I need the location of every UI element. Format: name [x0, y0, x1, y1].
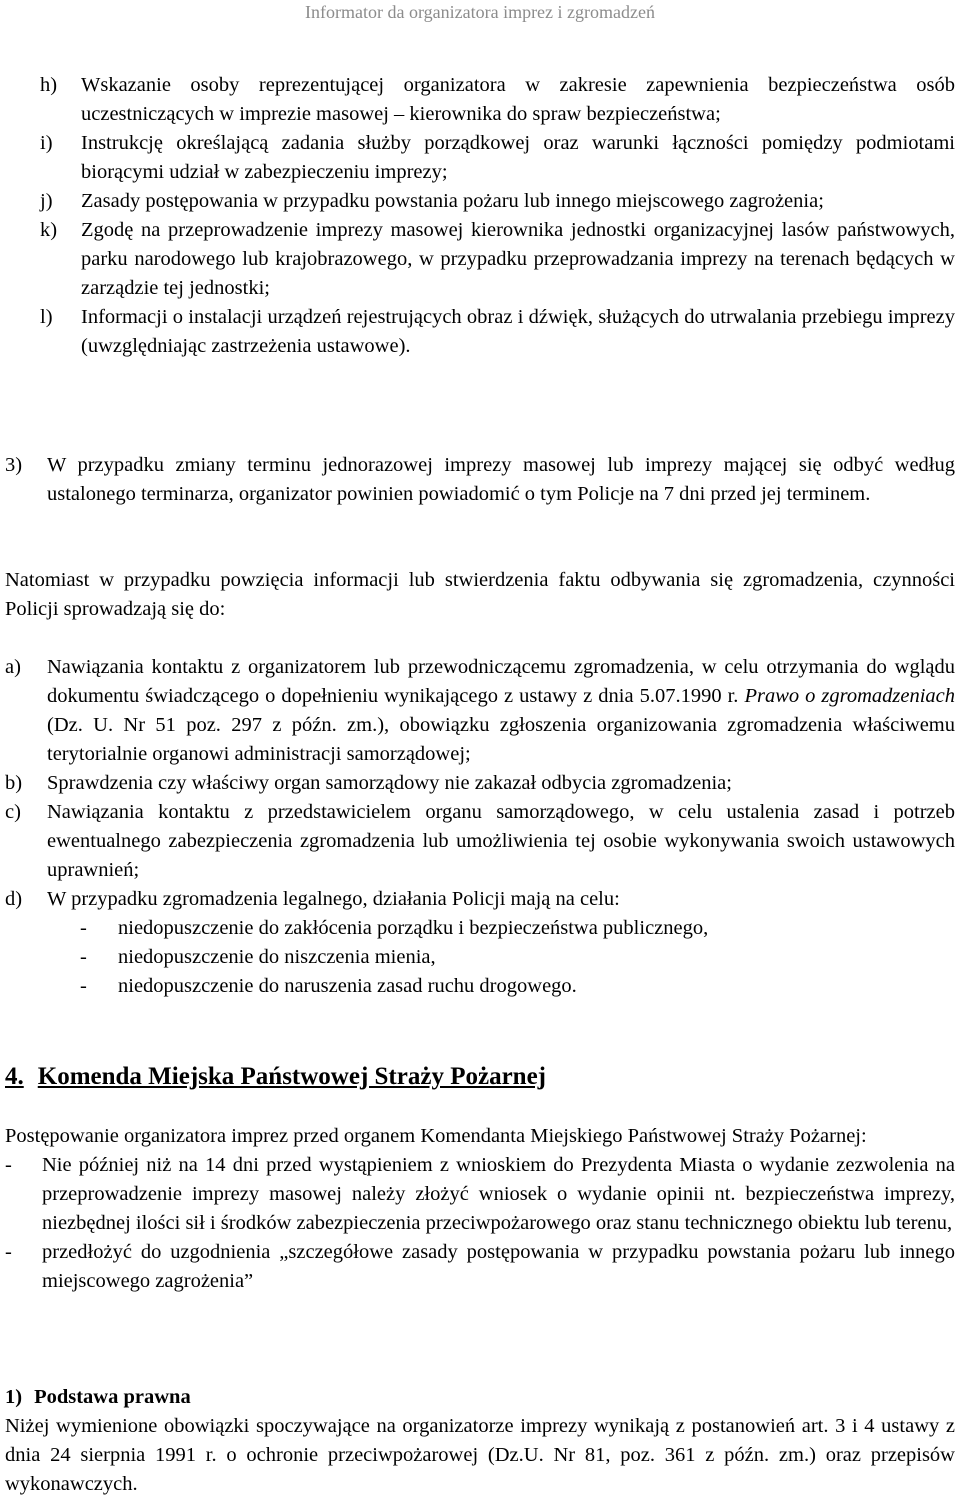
- list-label: b): [5, 772, 23, 794]
- police-actions-list: [0, 653, 960, 1001]
- list-label: l): [40, 306, 53, 328]
- list-text: Informacji o instalacji urządzeń rejestrujących obraz i dźwięk, służących do utrwalania przebiegu imprezy (uwzględniając zastrzeżenia ustawowe).: [81, 306, 955, 357]
- list-label: a): [5, 656, 21, 678]
- sub-item: [0, 943, 960, 972]
- sub-item: [0, 972, 960, 1001]
- subsection-title: Podstawa prawna: [34, 1386, 191, 1408]
- list-item-a: [0, 653, 960, 769]
- list-text: Sprawdzenia czy właściwy organ samorządowy nie zakazał odbycia zgromadzenia;: [47, 772, 732, 794]
- list-item-l: [0, 303, 960, 361]
- point-text: W przypadku zmiany terminu jednorazowej imprezy masowej lub imprezy mającej się odbyć według ustalonego terminarza, organizator powinien powiadomić o tym Policje na 7 dni przed jej terminem.: [47, 454, 955, 505]
- paragraph-police-intro: Natomiast w przypadku powzięcia informacji lub stwierdzenia faktu odbywania się zgromadzenia, czynności Policji sprowadzają się do:: [5, 569, 955, 620]
- dash: -: [80, 917, 87, 939]
- list-label: c): [5, 801, 21, 823]
- point-3: [0, 451, 960, 509]
- list-label: i): [40, 132, 53, 154]
- list-label: j): [40, 190, 53, 212]
- list-text: Nawiązania kontaktu z organizatorem lub przewodniczącemu zgromadzenia, w celu otrzymania do wglądu dokumentu świadczącego o dopełnieniu wynikającego z ustawy z dnia 5.07.1990 r.: [47, 656, 955, 707]
- fire-service-section: [0, 1122, 960, 1296]
- paragraph-legal-basis: Niżej wymienione obowiązki spoczywające na organizatorze imprezy wynikają z postanowień art. 3 i 4 ustawy z dnia 24 sierpnia 1991 r. o ochronie przeciwpożarowej (Dz.U. Nr 81, poz. 361 z późn. zm.) oraz przepisów wykonawczych.: [5, 1415, 955, 1495]
- list-text: Nawiązania kontaktu z przedstawicielem organu samorządowego, w celu ustalenia zasad i potrzeb ewentualnego zabezpieczenia zgromadzenia lub umożliwienia tej osobie wykonywania swoich ustawowych uprawnień;: [47, 801, 955, 881]
- requirements-list: [0, 71, 960, 361]
- list-item-j: [0, 187, 960, 216]
- list-item-h: [0, 71, 960, 129]
- list-label: h): [40, 74, 58, 96]
- list-label: k): [40, 219, 58, 241]
- list-text: Zgodę na przeprowadzenie imprezy masowej kierownika jednostki organizacyjnej lasów państwowych, parku narodowego lub krajobrazowego, w przypadku przeprowadzania imprezy na terenach będących w zarządzie tej jednostki;: [81, 219, 955, 299]
- bullet-text: przedłożyć do uzgodnienia „szczegółowe zasady postępowania w przypadku powstania pożaru lub innego miejscowego zagrożenia”: [42, 1241, 955, 1292]
- list-text: Instrukcję określającą zadania służby porządkowej oraz warunki łączności pomiędzy podmiotami biorącymi udział w zabezpieczeniu imprezy;: [81, 132, 955, 183]
- point-label: 3): [5, 454, 23, 476]
- list-item-b: [0, 769, 960, 798]
- list-text: Wskazanie osoby reprezentującej organizatora w zakresie zapewnienia bezpieczeństwa osób uczestniczących w imprezie masowej – kierownika do spraw bezpieczeństwa;: [81, 74, 955, 125]
- section-title: Komenda Miejska Państwowej Straży Pożarnej: [37, 1063, 546, 1090]
- paragraph-procedure: Postępowanie organizatora imprez przed organem Komendanta Miejskiego Państwowej Straży Pożarnej:: [5, 1125, 867, 1147]
- bullet-item: [0, 1238, 960, 1296]
- list-text: (Dz. U. Nr 51 poz. 297 z późn. zm.), obowiązku zgłoszenia organizowania zgromadzenia właściwemu terytorialnie organowi administracji samorządowej;: [47, 714, 955, 765]
- bullet-item: [0, 1151, 960, 1238]
- list-text: Zasady postępowania w przypadku powstania pożaru lub innego miejscowego zagrożenia;: [81, 190, 824, 212]
- running-header: Informator da organizatora imprez i zgromadzeń: [304, 2, 655, 22]
- dash: -: [5, 1241, 12, 1263]
- subsection-heading: [0, 1383, 960, 1412]
- dash: -: [5, 1154, 12, 1176]
- list-item-k: [0, 216, 960, 303]
- list-item-c: [0, 798, 960, 885]
- list-item-d: [0, 885, 960, 914]
- law-title: Prawo o zgromadzeniach: [744, 685, 956, 707]
- sub-item: [0, 914, 960, 943]
- list-item-i: [0, 129, 960, 187]
- bullet-text: Nie później niż na 14 dni przed wystąpieniem z wnioskiem do Prezydenta Miasta o wydanie zezwolenia na przeprowadzenie imprezy masowej należy złożyć wniosek o wydanie opinii nt. bezpieczeństwa imprezy, niezbędnej ilości sił i środków zabezpieczenia przeciwpożarowego oraz stanu technicznego obiektu lub terenu,: [42, 1154, 955, 1234]
- section-number: 4.: [5, 1063, 24, 1090]
- sub-text: niedopuszczenie do zakłócenia porządku i bezpieczeństwa publicznego,: [118, 917, 709, 939]
- subsection-number: 1): [5, 1386, 23, 1408]
- list-text: W przypadku zgromadzenia legalnego, działania Policji mają na celu:: [47, 888, 620, 910]
- sub-text: niedopuszczenie do naruszenia zasad ruchu drogowego.: [118, 975, 577, 997]
- sub-text: niedopuszczenie do niszczenia mienia,: [118, 946, 436, 968]
- dash: -: [80, 946, 87, 968]
- list-label: d): [5, 888, 23, 910]
- dash: -: [80, 975, 87, 997]
- legal-basis-section: [0, 1383, 960, 1499]
- section-4-heading: [0, 1061, 960, 1093]
